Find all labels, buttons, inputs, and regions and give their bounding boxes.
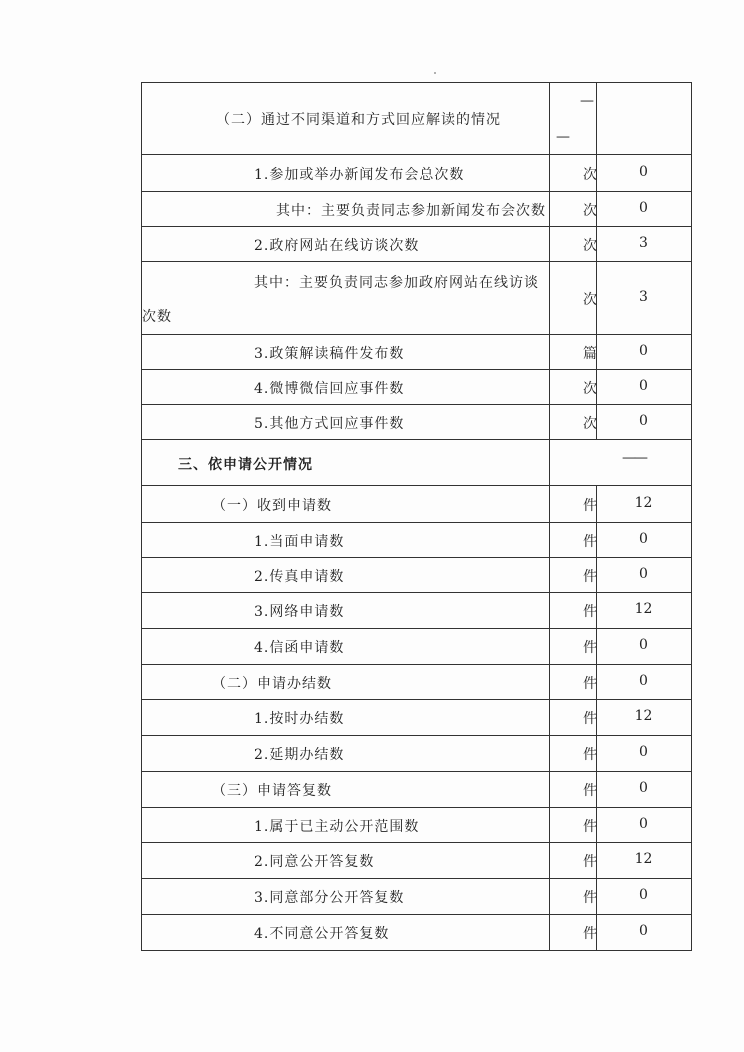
row-value: 0 (639, 413, 648, 429)
row-label: 3.网络申请数 (254, 604, 345, 620)
row-unit: 次 (583, 238, 597, 254)
table-row (142, 736, 691, 772)
row-unit: 件 (583, 890, 597, 906)
table-row (142, 665, 691, 700)
row-label: 5.其他方式回应事件数 (254, 416, 405, 432)
row-unit: 件 (583, 854, 597, 870)
row-unit: 件 (583, 640, 597, 656)
row-value: 0 (639, 164, 648, 180)
row-value: 0 (639, 780, 648, 796)
scan-speck (434, 72, 436, 74)
row-value: 3 (639, 289, 648, 305)
row-label: 2.延期办结数 (254, 747, 345, 763)
row-label: 2.传真申请数 (254, 569, 345, 585)
row-unit: 件 (583, 534, 597, 550)
table-row (142, 843, 691, 879)
row-unit: 次 (583, 292, 597, 308)
row-value: 0 (639, 637, 648, 653)
row-label: 其中：主要负责同志参加新闻发布会次数 (276, 203, 546, 219)
table-row (142, 83, 691, 155)
dash-mark: — (580, 93, 594, 109)
row-label: 1.属于已主动公开范围数 (254, 819, 420, 835)
dash-mark: —— (622, 450, 646, 466)
section-header-label: （二）通过不同渠道和方式回应解读的情况 (216, 112, 501, 128)
row-value: 0 (639, 816, 648, 832)
table-row (142, 593, 691, 629)
row-unit: 次 (583, 381, 597, 397)
row-label: 1.按时办结数 (254, 711, 345, 727)
table-row (142, 700, 691, 736)
table-row (142, 192, 691, 227)
table-row (142, 915, 691, 951)
row-unit: 件 (583, 569, 597, 585)
row-unit: 件 (583, 711, 597, 727)
row-label: 3.政策解读稿件发布数 (254, 346, 405, 362)
row-unit: 件 (583, 926, 597, 942)
row-label: （二）申请办结数 (212, 676, 332, 692)
row-label: 4.不同意公开答复数 (254, 926, 390, 942)
row-value: 3 (639, 235, 648, 251)
statistics-table (141, 82, 692, 951)
row-label: （一）收到申请数 (212, 498, 332, 514)
row-value: 0 (639, 673, 648, 689)
table-row (142, 335, 691, 370)
row-label: 其中：主要负责同志参加政府网站在线访谈 (254, 275, 539, 291)
row-unit: 篇 (583, 346, 597, 362)
row-unit: 件 (583, 676, 597, 692)
row-value: 12 (634, 495, 653, 511)
row-label: （三）申请答复数 (212, 783, 332, 799)
dash-mark: — (556, 129, 570, 145)
row-value: 0 (639, 531, 648, 547)
row-value: 0 (639, 200, 648, 216)
row-value: 12 (634, 708, 653, 724)
table-row (142, 523, 691, 558)
table-row (142, 370, 691, 405)
row-unit: 件 (583, 747, 597, 763)
row-label: 2.政府网站在线访谈次数 (254, 238, 420, 254)
row-label: 3.同意部分公开答复数 (254, 890, 405, 906)
table-row (142, 262, 691, 335)
row-unit: 次 (583, 167, 597, 183)
row-unit: 件 (583, 819, 597, 835)
row-unit: 件 (583, 783, 597, 799)
row-value: 0 (639, 343, 648, 359)
table-row (142, 558, 691, 593)
row-label: 2.同意公开答复数 (254, 854, 375, 870)
table-row (142, 772, 691, 808)
row-unit: 件 (583, 604, 597, 620)
section-header-label: 三、依申请公开情况 (178, 457, 313, 473)
row-value: 12 (634, 851, 653, 867)
row-value: 0 (639, 744, 648, 760)
row-unit: 次 (583, 416, 597, 432)
row-unit: 次 (583, 203, 597, 219)
table-row (142, 440, 691, 486)
row-value: 0 (639, 923, 648, 939)
table-row (142, 629, 691, 665)
table-row (142, 155, 691, 192)
row-label: 1.当面申请数 (254, 534, 345, 550)
row-value: 0 (639, 378, 648, 394)
table-row (142, 405, 691, 440)
row-value: 0 (639, 566, 648, 582)
table-row (142, 808, 691, 843)
table-row (142, 227, 691, 262)
table-row (142, 486, 691, 523)
row-label-continued: 次数 (142, 309, 172, 325)
row-label: 4.信函申请数 (254, 640, 345, 656)
row-value: 12 (634, 601, 653, 617)
table-row (142, 879, 691, 915)
row-label: 1.参加或举办新闻发布会总次数 (254, 167, 465, 183)
row-unit: 件 (583, 498, 597, 514)
row-value: 0 (639, 887, 648, 903)
row-label: 4.微博微信回应事件数 (254, 381, 405, 397)
